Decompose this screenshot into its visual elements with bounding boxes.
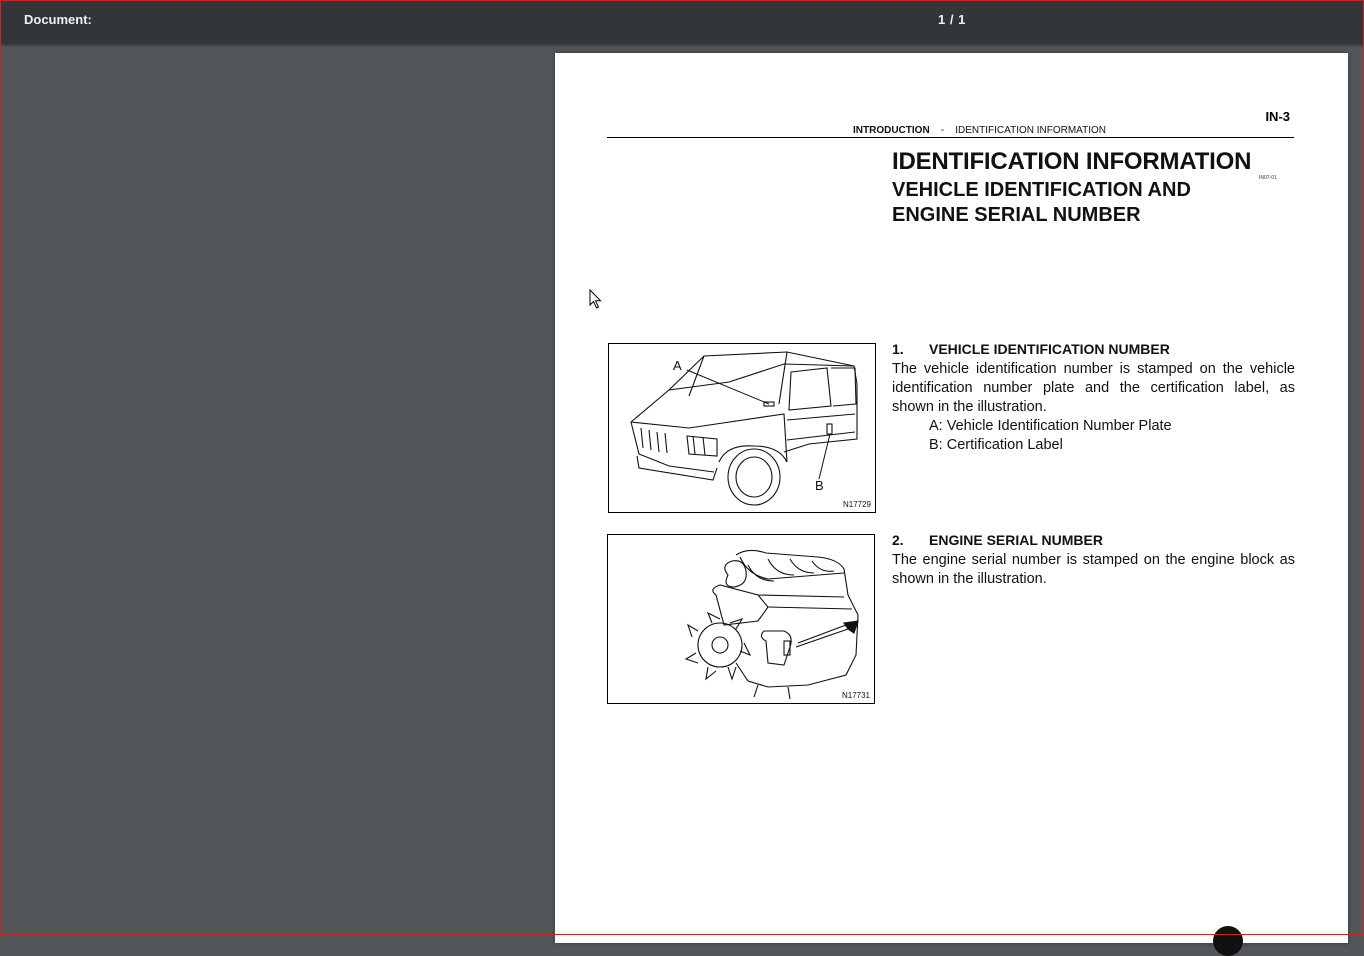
mouse-cursor-icon <box>589 289 603 309</box>
running-head-separator: - <box>940 125 945 136</box>
page-title: IDENTIFICATION INFORMATION <box>892 148 1252 175</box>
engine-illustration <box>608 535 874 703</box>
section-heading <box>892 341 1295 360</box>
engine-figure <box>607 534 875 704</box>
floating-button[interactable] <box>1213 926 1243 956</box>
list-item: B: Certification Label <box>929 437 1063 453</box>
section-number: 1. <box>892 341 904 357</box>
section-title: VEHICLE IDENTIFICATION NUMBER <box>929 341 1170 357</box>
section-vin <box>892 341 1295 455</box>
viewer-toolbar <box>0 0 1364 44</box>
figure-label-b: B <box>815 478 824 493</box>
section-engine-serial <box>892 532 1295 589</box>
page-subtitle <box>892 178 1191 228</box>
subtitle-line: VEHICLE IDENTIFICATION AND <box>892 179 1191 201</box>
page-indicator: 1 / 1 <box>938 12 966 27</box>
doc-code: IN07-01 <box>1259 175 1277 181</box>
section-body: The engine serial number is stamped on the engine block as shown in the illustration. <box>892 552 1295 587</box>
figure-label-a: A <box>673 358 682 373</box>
page-number: IN-3 <box>1265 109 1290 124</box>
running-head-section: INTRODUCTION <box>853 125 930 136</box>
section-body: The vehicle identification number is stamped on the vehicle identification number plate and the certification label, as shown in the illustration. <box>892 361 1295 415</box>
figure-code: N17731 <box>841 691 870 700</box>
figure-code: N17729 <box>842 500 871 509</box>
section-number: 2. <box>892 532 904 548</box>
truck-illustration <box>609 344 875 512</box>
section-heading <box>892 532 1295 551</box>
header-rule <box>607 137 1294 138</box>
document-page[interactable] <box>555 53 1348 943</box>
section-title: ENGINE SERIAL NUMBER <box>929 532 1103 548</box>
running-head-subsection: IDENTIFICATION INFORMATION <box>955 125 1106 136</box>
running-head <box>853 125 1106 136</box>
vehicle-figure <box>608 343 876 513</box>
list-item: A: Vehicle Identification Number Plate <box>929 418 1172 434</box>
subtitle-line: ENGINE SERIAL NUMBER <box>892 204 1141 226</box>
document-title: Document: <box>24 12 92 27</box>
